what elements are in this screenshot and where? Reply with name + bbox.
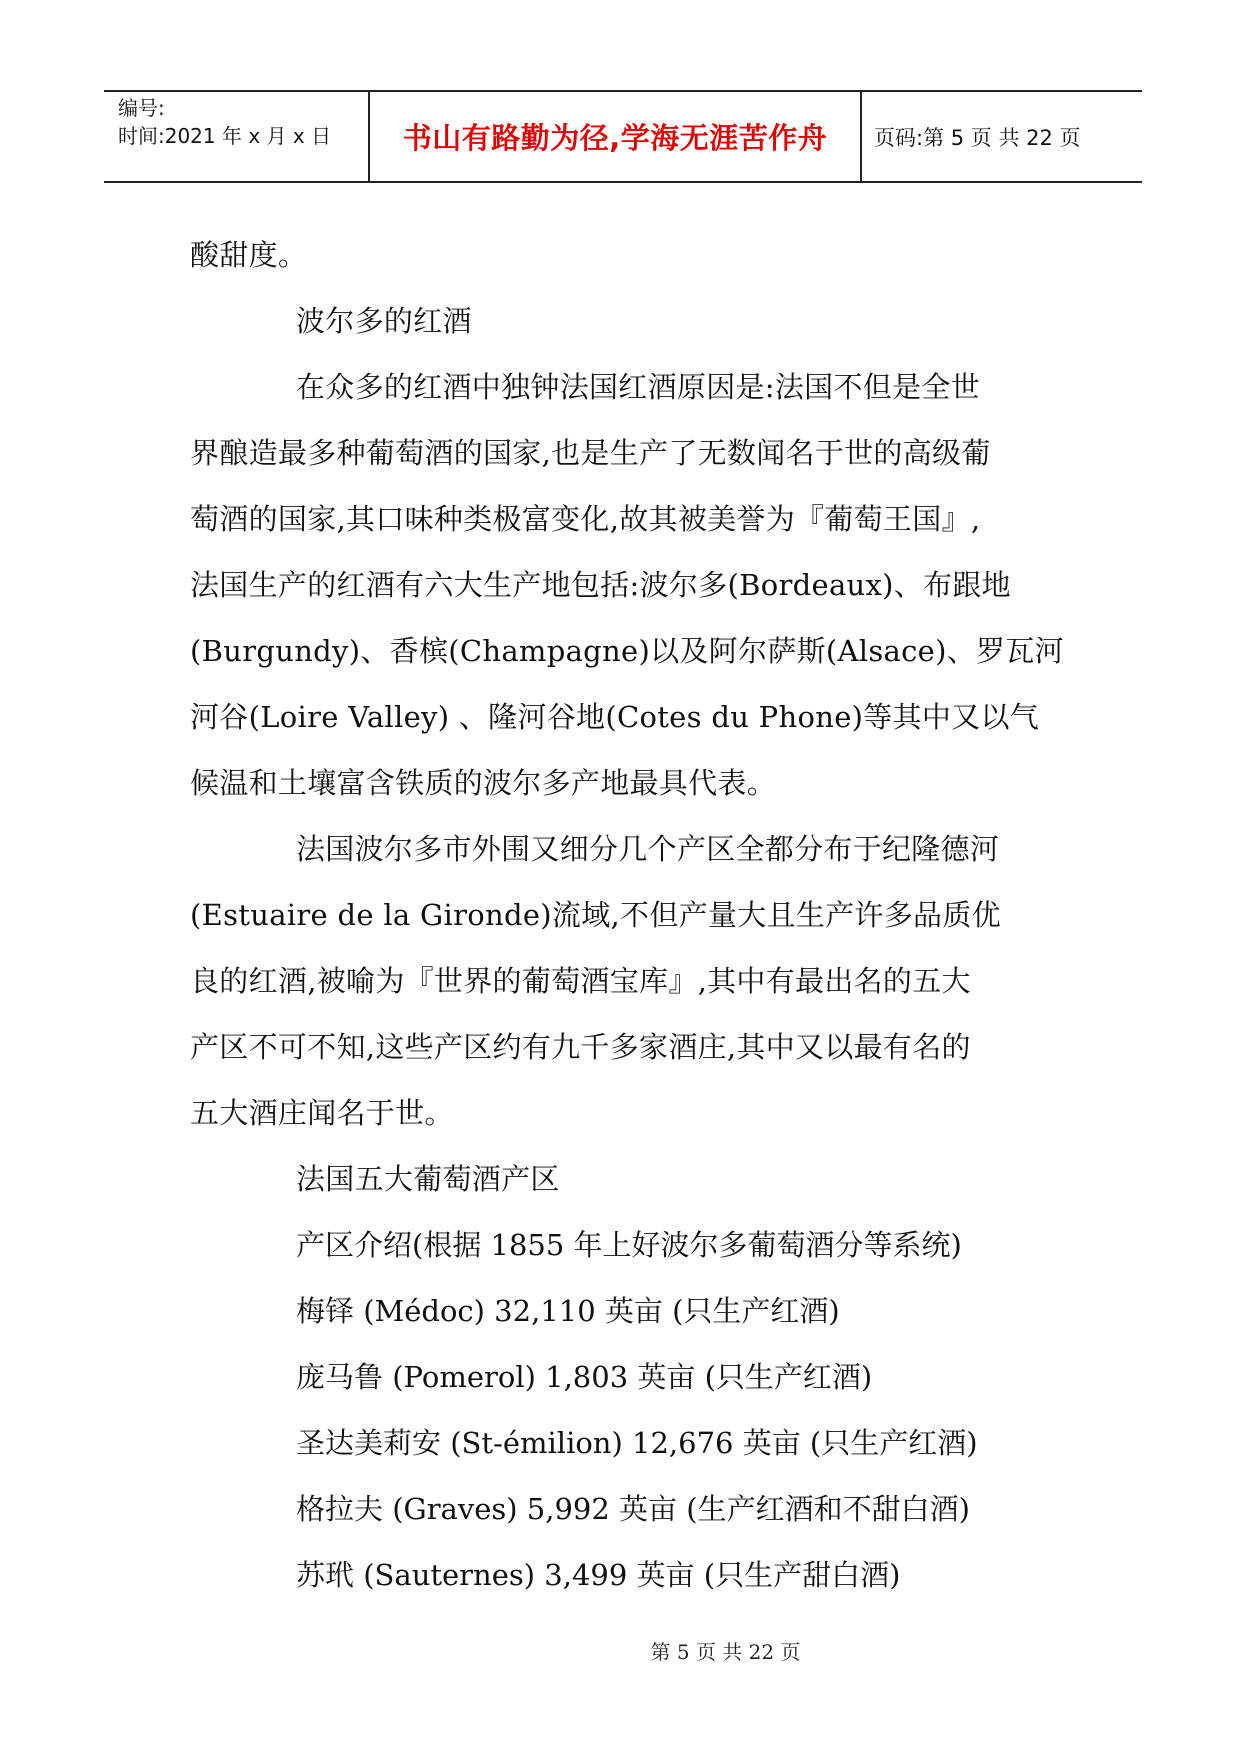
paragraph-line: 五大酒庄闻名于世。 — [190, 1096, 454, 1130]
header-motto: 书山有路勤为径,学海无涯苦作舟 — [402, 121, 828, 155]
paragraph-2 — [190, 354, 1070, 816]
page-header — [104, 90, 1142, 183]
region-item-medoc: 梅铎 (Médoc) 32,110 英亩 (只生产红酒) — [296, 1294, 840, 1328]
paragraph-1 — [190, 222, 1070, 288]
header-page-code: 页码:第 5 页 共 22 页 — [874, 125, 1081, 150]
region-list — [190, 1278, 1070, 1608]
header-divider-right — [860, 90, 862, 183]
paragraph-3 — [190, 816, 1070, 1146]
header-meta — [118, 94, 331, 150]
paragraph-line: 良的红酒,被喻为『世界的葡萄酒宝库』,其中有最出名的五大 — [190, 964, 971, 998]
paragraph-line: 萄酒的国家,其口味种类极富变化,故其被美誉为『葡萄王国』, — [190, 502, 981, 536]
region-item-st-emilion: 圣达美莉安 (St-émilion) 12,676 英亩 (只生产红酒) — [296, 1426, 978, 1460]
section-title-bordeaux: 波尔多的红酒 — [296, 304, 472, 338]
document-body — [190, 222, 1070, 1608]
paragraph-line: (Estuaire de la Gironde)流域,不但产量大且生产许多品质优 — [190, 898, 1001, 932]
regions-intro: 产区介绍(根据 1855 年上好波尔多葡萄酒分等系统) — [296, 1228, 962, 1262]
header-number-label: 编号: — [118, 96, 165, 120]
paragraph-line: 法国生产的红酒有六大生产地包括:波尔多(Bordeaux)、布跟地 — [190, 568, 1011, 602]
paragraph-line: 产区不可不知,这些产区约有九千多家酒庄,其中又以最有名的 — [190, 1030, 971, 1064]
region-item-graves: 格拉夫 (Graves) 5,992 英亩 (生产红酒和不甜白酒) — [296, 1492, 970, 1526]
paragraph-line: 法国波尔多市外围又细分几个产区全都分布于纪隆德河 — [296, 832, 1000, 866]
paragraph-line: (Burgundy)、香槟(Champagne)以及阿尔萨斯(Alsace)、罗瓦河 — [190, 634, 1064, 668]
paragraph-line: 界酿造最多种葡萄酒的国家,也是生产了无数闻名于世的高级葡 — [190, 436, 991, 470]
section-title-regions: 法国五大葡萄酒产区 — [296, 1162, 560, 1196]
paragraph-line: 候温和土壤富含铁质的波尔多产地最具代表。 — [190, 766, 777, 800]
page-footer: 第 5 页 共 22 页 — [650, 1640, 801, 1664]
region-item-sauternes: 苏玳 (Sauternes) 3,499 英亩 (只生产甜白酒) — [296, 1558, 901, 1592]
region-item-pomerol: 庞马鲁 (Pomerol) 1,803 英亩 (只生产红酒) — [296, 1360, 873, 1394]
paragraph-line: 河谷(Loire Valley) 、隆河谷地(Cotes du Phone)等其中又以气 — [190, 700, 1040, 734]
paragraph-line: 在众多的红酒中独钟法国红酒原因是:法国不但是全世 — [296, 370, 980, 404]
paragraph-line: 酸甜度。 — [190, 238, 308, 272]
header-time-label: 时间:2021 年 x 月 x 日 — [118, 124, 332, 148]
